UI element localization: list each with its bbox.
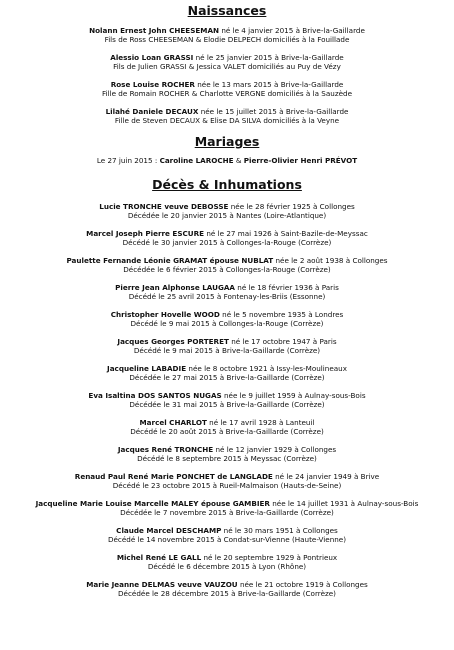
person-name: Marcel Joseph Pierre ESCURE — [86, 229, 205, 238]
birth-details: née le 21 octobre 1919 à Collonges — [237, 580, 368, 589]
birth-details: née le 13 mars 2015 à Brive-la-Gaillarde — [194, 80, 344, 89]
death-entry — [0, 229, 454, 247]
person-name: Alessio Loan GRASSI — [110, 53, 194, 62]
birth-details: né le 17 octobre 1947 à Paris — [228, 337, 337, 346]
birth-details: né le 4 janvier 2015 à Brive-la-Gaillarde — [219, 26, 365, 35]
birth-entry — [0, 107, 454, 125]
birth-entry — [0, 26, 454, 44]
death-details: Décédé le 8 septembre 2015 à Meyssac (Corrèze) — [137, 454, 317, 463]
birth-details: née le 15 juillet 2015 à Brive-la-Gaillarde — [198, 107, 349, 116]
birth-details: née le 28 février 1925 à Collonges — [228, 202, 355, 211]
death-details: Décédée le 27 mai 2015 à Brive-la-Gaillarde (Corrèze) — [129, 373, 325, 382]
death-details: Décédée le 7 novembre 2015 à Brive-la-Gaillarde (Corrèze) — [120, 508, 334, 517]
death-entry — [0, 472, 454, 490]
person-name: Lucie TRONCHE veuve DEBOSSE — [99, 202, 229, 211]
birth-details: né le 20 septembre 1929 à Pontrieux — [201, 553, 338, 562]
birth-details: née le 2 août 1938 à Collonges — [273, 256, 388, 265]
death-entry — [0, 391, 454, 409]
death-entry — [0, 526, 454, 544]
death-details: Décédé le 6 décembre 2015 à Lyon (Rhône) — [147, 562, 307, 571]
marriage-entry — [0, 156, 454, 165]
death-details: Décédé le 25 avril 2015 à Fontenay-les-Briis (Essonne) — [128, 292, 326, 301]
section-title-mariages: Mariages — [194, 134, 260, 149]
death-entry — [0, 310, 454, 328]
death-entry — [0, 553, 454, 571]
birth-details: né le 5 novembre 1935 à Londres — [219, 310, 344, 319]
death-entry — [0, 202, 454, 220]
spouse-name-2: Pierre-Olivier Henri PRÉVOT — [243, 156, 358, 165]
birth-details: né le 25 janvier 2015 à Brive-la-Gaillarde — [193, 53, 344, 62]
deaths-list — [0, 202, 454, 598]
birth-details: née le 9 juillet 1959 à Aulnay-sous-Bois — [221, 391, 366, 400]
death-details: Décédée le 20 janvier 2015 à Nantes (Loire-Atlantique) — [127, 211, 327, 220]
death-details: Décédée le 28 décembre 2015 à Brive-la-Gaillarde (Corrèze) — [118, 589, 336, 598]
person-name: Rose Louise ROCHER — [110, 80, 195, 89]
death-entry — [0, 283, 454, 301]
ampersand: & — [233, 156, 244, 165]
parents-line: Fils de Ross CHEESEMAN & Elodie DELPECH domiciliés à la Fouillade — [104, 35, 350, 44]
births-list — [0, 26, 454, 125]
spouse-name-1: Caroline LAROCHE — [159, 156, 234, 165]
birth-details: née le 14 juillet 1931 à Aulnay-sous-Bois — [269, 499, 419, 508]
parents-line: Fille de Steven DECAUX & Elise DA SILVA domiciliés à la Veyne — [114, 116, 340, 125]
death-details: Décédé le 9 mai 2015 à Brive-la-Gaillarde (Corrèze) — [133, 346, 321, 355]
birth-details: né le 18 février 1936 à Paris — [234, 283, 339, 292]
birth-details: né le 24 janvier 1949 à Brive — [272, 472, 380, 481]
person-name: Claude Marcel DESCHAMP — [116, 526, 222, 535]
person-name: Jacqueline Marie Louise Marcelle MALEY épouse GAMBIER — [35, 499, 270, 508]
person-name: Jacques Georges PORTERET — [117, 337, 229, 346]
death-entry — [0, 445, 454, 463]
section-title-naissances: Naissances — [187, 3, 267, 18]
death-details: Décédé le 23 octobre 2015 à Rueil-Malmaison (Hauts-de-Seine) — [112, 481, 342, 490]
death-entry — [0, 256, 454, 274]
birth-details: né le 17 avril 1928 à Lanteuil — [206, 418, 315, 427]
person-name: Nolann Ernest John CHEESEMAN — [89, 26, 220, 35]
marriage-date: Le 27 juin 2015 : — [96, 156, 160, 165]
death-details: Décédé le 9 mai 2015 à Collonges-la-Rouge (Corrèze) — [130, 319, 324, 328]
person-name: Michel René LE GALL — [116, 553, 202, 562]
person-name: Eva Isaltina DOS SANTOS NUGAS — [88, 391, 222, 400]
parents-line: Fille de Romain ROCHER & Charlotte VERGNE domiciliés à la Sauzède — [102, 89, 352, 98]
birth-details: né le 27 mai 1926 à Saint-Bazile-de-Meyssac — [204, 229, 368, 238]
person-name: Marie Jeanne DELMAS veuve VAUZOU — [86, 580, 238, 589]
parents-line: Fils de Julien GRASSI & Jessica VALET domiciliés au Puy de Vézy — [113, 62, 341, 71]
person-name: Paulette Fernande Léonie GRAMAT épouse NUBLAT — [66, 256, 274, 265]
birth-details: né le 12 janvier 1929 à Collonges — [213, 445, 337, 454]
person-name: Pierre Jean Alphonse LAUGAA — [115, 283, 235, 292]
death-details: Décédé le 30 janvier 2015 à Collonges-la-Rouge (Corrèze) — [122, 238, 332, 247]
person-name: Lilahé Daniele DECAUX — [105, 107, 199, 116]
death-details: Décédée le 6 février 2015 à Collonges-la-Rouge (Corrèze) — [123, 265, 331, 274]
birth-entry — [0, 80, 454, 98]
birth-details: née le 8 octobre 1921 à Issy-les-Moulineaux — [186, 364, 347, 373]
person-name: Jacqueline LABADIE — [107, 364, 187, 373]
birth-details: né le 30 mars 1951 à Collonges — [221, 526, 338, 535]
death-details: Décédé le 20 août 2015 à Brive-la-Gaillarde (Corrèze) — [130, 427, 324, 436]
person-name: Christopher Hovelle WOOD — [110, 310, 220, 319]
person-name: Jacques René TRONCHE — [117, 445, 214, 454]
person-name: Marcel CHARLOT — [139, 418, 207, 427]
death-entry — [0, 499, 454, 517]
person-name: Renaud Paul René Marie PONCHET de LANGLADE — [74, 472, 273, 481]
death-entry — [0, 364, 454, 382]
death-entry — [0, 418, 454, 436]
death-details: Décédée le 31 mai 2015 à Brive-la-Gaillarde (Corrèze) — [129, 400, 325, 409]
section-title-deces: Décès & Inhumations — [152, 177, 302, 192]
death-entry — [0, 580, 454, 598]
death-details: Décédé le 14 novembre 2015 à Condat-sur-Vienne (Haute-Vienne) — [107, 535, 347, 544]
death-entry — [0, 337, 454, 355]
birth-entry — [0, 53, 454, 71]
